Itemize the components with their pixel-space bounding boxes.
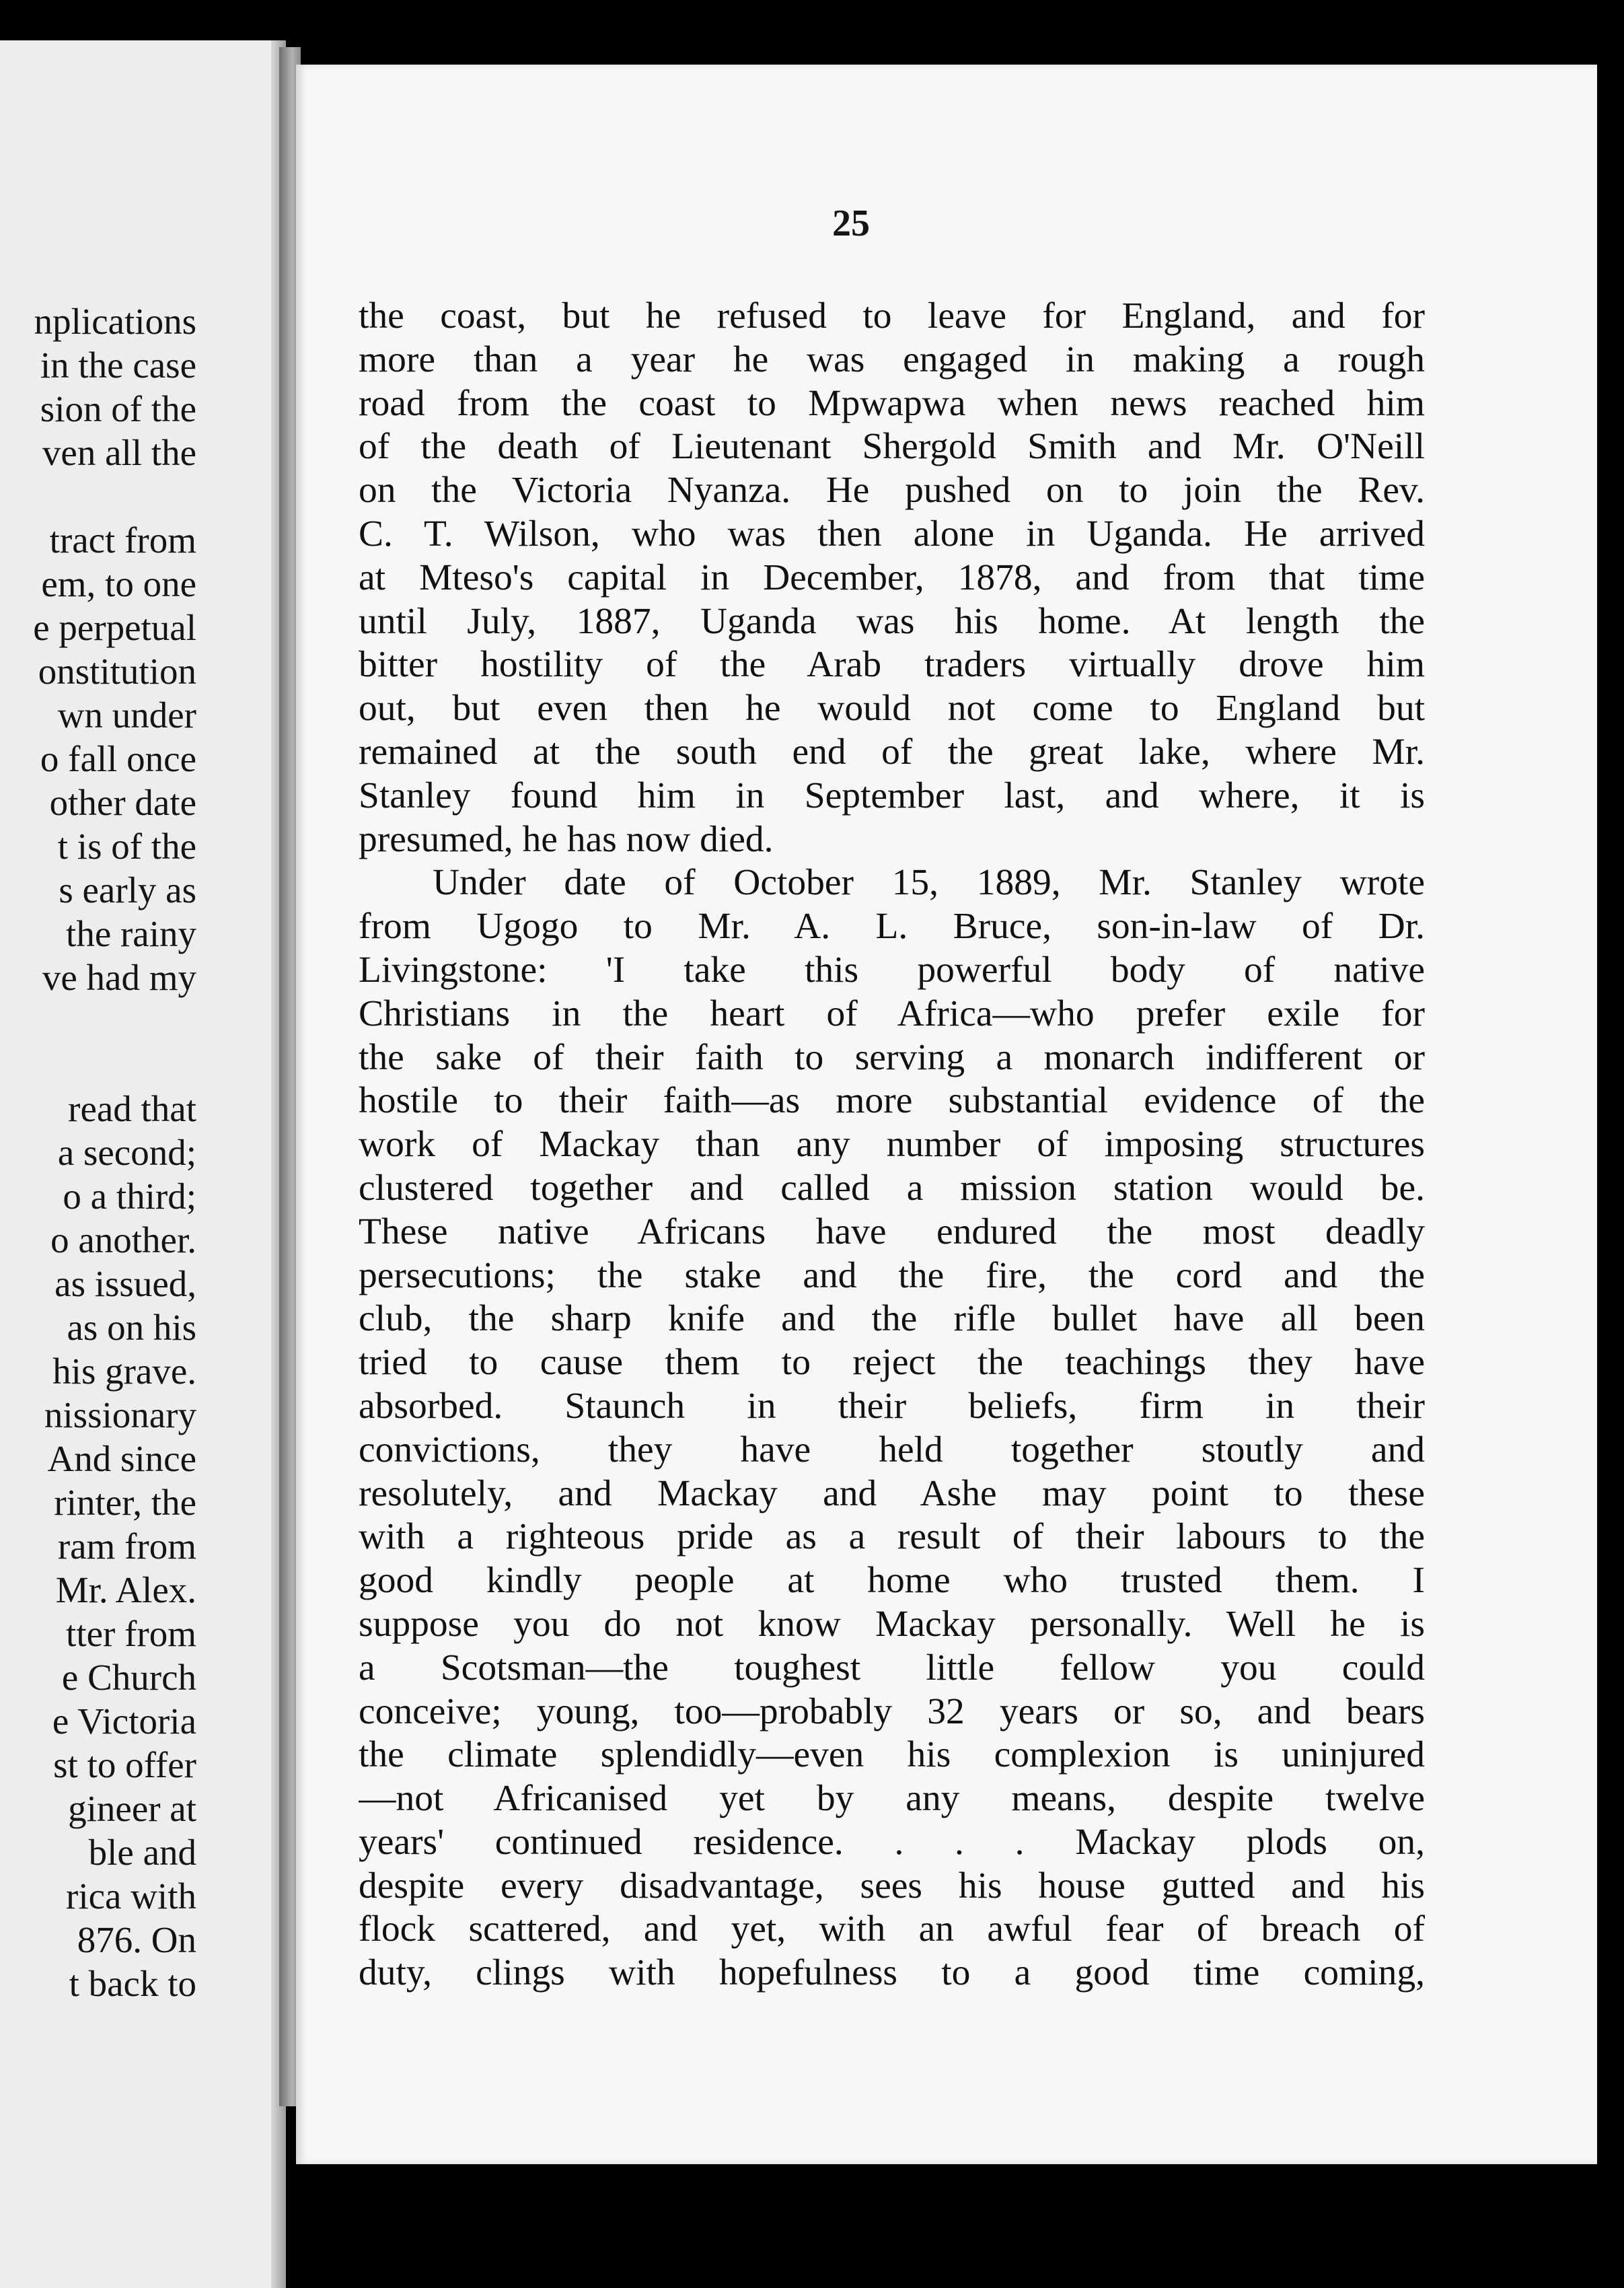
left-page-line: in the case <box>40 345 196 386</box>
left-page-line: o fall once <box>40 738 196 779</box>
text-line: out, but even then he would not come to England but <box>359 688 1425 729</box>
text-line: absorbed. Staunch in their beliefs, firm in their <box>359 1385 1425 1427</box>
left-page-line: t is of the <box>57 826 196 867</box>
left-page-line: s early as <box>59 869 196 910</box>
left-page-line: sion of the <box>40 388 196 429</box>
text-line: the sake of their faith to serving a monarch indifferent or <box>359 1036 1425 1078</box>
text-line: tried to cause them to reject the teachings they have <box>359 1342 1425 1384</box>
text-line: These native Africans have endured the most deadly <box>359 1211 1425 1252</box>
text-line: duty, clings with hopefulness to a good time coming, <box>359 1952 1425 1994</box>
left-page-line <box>0 999 196 1043</box>
text-line: flock scattered, and yet, with an awful fear of breach of <box>359 1908 1425 1950</box>
left-page-line: other date <box>49 782 196 823</box>
left-page-line: o another. <box>50 1219 196 1260</box>
text-line: of the death of Lieutenant Shergold Smith and Mr. O'Neill <box>359 426 1425 468</box>
left-page-line: tract from <box>49 520 196 561</box>
left-page-line: a second; <box>57 1132 196 1173</box>
text-line: more than a year he was engaged in making a rough <box>359 338 1425 380</box>
text-line: conceive; young, too—probably 32 years or so, and bears <box>359 1690 1425 1732</box>
text-line: clustered together and called a mission station would be. <box>359 1167 1425 1209</box>
text-line: the climate splendidly—even his complexion is uninjured <box>359 1734 1425 1776</box>
text-line: Under date of October 15, 1889, Mr. Stanley wrote <box>433 862 1425 904</box>
left-page-line: as on his <box>67 1307 196 1348</box>
text-line: hostile to their faith—as more substantial evidence of the <box>359 1080 1425 1122</box>
text-line: Christians in the heart of Africa—who prefer exile for <box>359 993 1425 1034</box>
left-page-line: gineer at <box>68 1788 196 1829</box>
text-line: with a righteous pride as a result of their labours to the <box>359 1516 1425 1558</box>
page-number: 25 <box>832 203 870 244</box>
text-line: years' continued residence. . . . Mackay plods on, <box>359 1821 1425 1863</box>
left-page-line: 876. On <box>77 1919 196 1960</box>
text-line: club, the sharp knife and the rifle bullet have all been <box>359 1298 1425 1340</box>
text-line: at Mteso's capital in December, 1878, and from that time <box>359 557 1425 598</box>
left-page-line: e Church <box>61 1657 196 1698</box>
text-line: work of Mackay than any number of imposing structures <box>359 1124 1425 1166</box>
left-page-line: rica with <box>66 1875 196 1917</box>
text-line: despite every disadvantage, sees his house gutted and his <box>359 1865 1425 1906</box>
left-page-line: ve had my <box>42 957 196 998</box>
left-page-line: o a third; <box>63 1176 196 1217</box>
left-page-line: nissionary <box>44 1394 196 1435</box>
left-page-line: t back to <box>69 1963 196 2004</box>
text-line: from Ugogo to Mr. A. L. Bruce, son-in-law of Dr. <box>359 906 1425 948</box>
text-line: bitter hostility of the Arab traders virtually drove him <box>359 644 1425 686</box>
left-page-line: And since <box>47 1438 196 1479</box>
text-line: resolutely, and Mackay and Ashe may point to these <box>359 1472 1425 1514</box>
left-page-line: st to offer <box>53 1744 196 1785</box>
text-line: remained at the south end of the great lake, where Mr. <box>359 731 1425 773</box>
left-page-line: the rainy <box>66 913 196 954</box>
text-line: —not Africanised yet by any means, despite twelve <box>359 1778 1425 1820</box>
left-facing-page <box>0 40 286 2288</box>
left-page-line: Mr. Alex. <box>55 1569 196 1610</box>
text-line: presumed, he has now died. <box>359 818 774 860</box>
left-page-line: nplications <box>34 301 196 342</box>
left-page-line: ram from <box>57 1526 196 1567</box>
text-line: good kindly people at home who trusted them. I <box>359 1560 1425 1602</box>
text-line: Livingstone: 'I take this powerful body of native <box>359 949 1425 991</box>
left-page-line: tter from <box>66 1613 196 1654</box>
left-page-line: ven all the <box>42 432 196 473</box>
body-text <box>359 295 1425 1995</box>
left-page-text-fragments <box>0 299 196 2005</box>
left-page-line: rinter, the <box>54 1482 196 1523</box>
left-page-line: onstitution <box>38 651 196 692</box>
left-page-line: ble and <box>88 1832 196 1873</box>
left-page-line: e Victoria <box>52 1701 196 1742</box>
left-page-line <box>0 474 196 518</box>
text-line: on the Victoria Nyanza. He pushed on to join the Rev. <box>359 470 1425 511</box>
text-line: Stanley found him in September last, and where, it is <box>359 775 1425 816</box>
text-line: suppose you do not know Mackay personally. Well he is <box>359 1603 1425 1645</box>
text-line: convictions, they have held together stoutly and <box>359 1429 1425 1470</box>
text-line: C. T. Wilson, who was then alone in Uganda. He arrived <box>359 513 1425 555</box>
left-page-line: his grave. <box>52 1351 196 1392</box>
text-line: the coast, but he refused to leave for England, and for <box>359 295 1425 336</box>
left-page-line: wn under <box>57 694 196 736</box>
left-page-line: read that <box>68 1088 196 1129</box>
left-page-line: e perpetual <box>33 607 196 648</box>
text-line: road from the coast to Mpwapwa when news reached him <box>359 382 1425 424</box>
text-line: a Scotsman—the toughest little fellow you could <box>359 1647 1425 1688</box>
left-page-line: as issued, <box>54 1263 196 1304</box>
text-line: until July, 1887, Uganda was his home. At length the <box>359 600 1425 642</box>
text-line: persecutions; the stake and the fire, the cord and the <box>359 1254 1425 1296</box>
left-page-line <box>0 1043 196 1087</box>
left-page-line: em, to one <box>41 563 196 604</box>
